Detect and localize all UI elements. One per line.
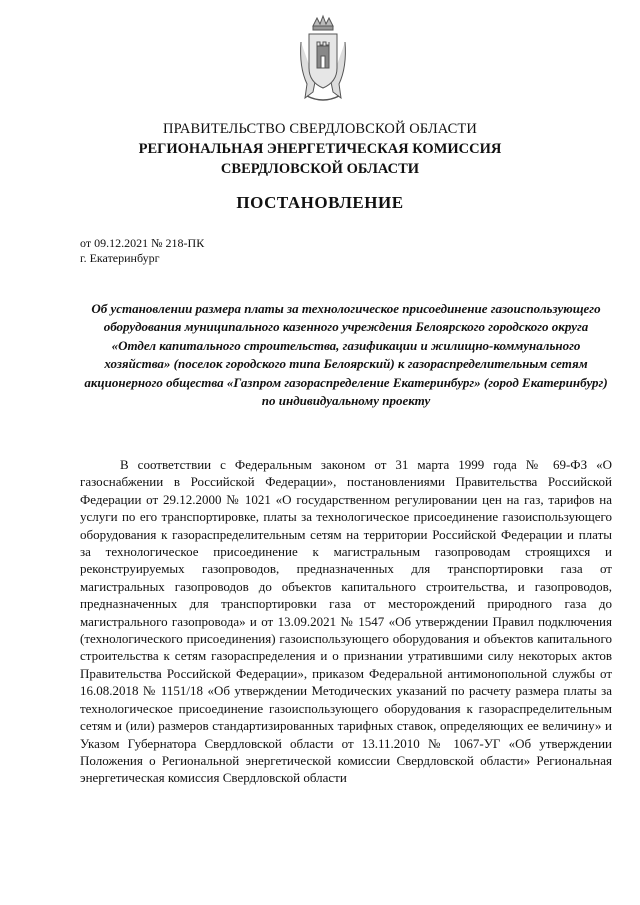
document-meta <box>80 236 204 266</box>
document-type: ПОСТАНОВЛЕНИЕ <box>236 193 404 212</box>
government-name <box>0 119 640 179</box>
document-subject: Об установлении размера платы за технологическое присоединение газоиспользующего оборудования муниципального казенного учреждения Белоярского городского округа «Отдел капитального строительства, газификации и жилищно-коммунального хозяйства» (поселок городского типа Белоярский) к газораспределительным сетям акционерного общества «Газпром газораспределение Екатеринбург» (город Екатеринбург) по индивидуальному проекту <box>84 301 608 409</box>
body-paragraph: В соответствии с Федеральным законом от 31 марта 1999 года № 69-ФЗ «О газоснабжении в Российской Федерации», постановлениями Правительства Российской Федерации от 29.12.2000 № 1021 «О государственном регулировании цен на газ, тарифов на услуги по его транспортировке, платы за технологическое присоединение газоиспользующего оборудования к газораспределительным сетям на территории Российской Федерации и платы за технологическое присоединение к магистральным газопроводам строящихся и реконструируемых газопроводов, предназначенных для транспортировки газа от магистральных газопроводов до объектов капитального строительства, и газопроводов, предназначенных для транспортировки газа от месторождений природного газа до магистрального газопровода» и от 13.09.2021 № 1547 «Об утверждении Правил подключения (технологического присоединения) газоиспользующего оборудования и объектов капитального строительства к сетям газораспределения и о признании утратившими силу некоторых актов Правительства Российской Федерации», приказом Федеральной антимонопольной службы от 16.08.2018 № 1151/18 «Об утверждении Методических указаний по расчету размера платы за технологическое присоединение газоиспользующего оборудования к газораспределительным сетям и (или) размеров стандартизированных тарифных ставок, определяющих ее величину» и Указом Губернатора Свердловской области от 13.11.2010 № 1067-УГ «Об утверждении Положения о Региональной энергетической комиссии Свердловской области» Региональная энергетическая комиссия Свердловской области <box>80 457 612 786</box>
header-line-3: СВЕРДЛОВСКОЙ ОБЛАСТИ <box>220 161 420 177</box>
coat-of-arms-icon <box>295 12 351 107</box>
document-body <box>80 456 612 787</box>
header-line-1: ПРАВИТЕЛЬСТВО СВЕРДЛОВСКОЙ ОБЛАСТИ <box>163 121 477 137</box>
city: г. Екатеринбург <box>80 251 160 265</box>
date-number: от 09.12.2021 № 218-ПК <box>80 236 205 250</box>
header-line-2: РЕГИОНАЛЬНАЯ ЭНЕРГЕТИЧЕСКАЯ КОМИССИЯ <box>138 141 502 157</box>
